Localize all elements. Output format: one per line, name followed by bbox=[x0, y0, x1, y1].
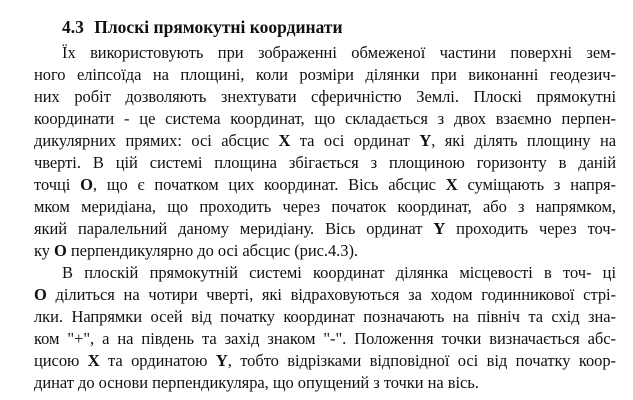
text-run: ділиться на чотири чверті, які відраховуються за ходом годинникової стрі- bbox=[46, 285, 616, 304]
text-run: В плоскій прямокутній системі координат ділянка місцевості в точ- ці bbox=[62, 263, 616, 282]
paragraph-2-line-4 bbox=[34, 328, 616, 350]
paragraph-1-line-10 bbox=[34, 240, 616, 262]
section-title: Плоскі прямокутні координати bbox=[94, 16, 343, 37]
text-run: ку bbox=[34, 241, 55, 260]
paragraph-1-line-5 bbox=[34, 130, 616, 152]
paragraph-1-line-3 bbox=[34, 86, 616, 108]
paragraph-2-line-3 bbox=[34, 306, 616, 328]
text-run: ком "+", а на південь та захід знаком "-". Положення точки визначається абс- bbox=[34, 329, 616, 348]
paragraph-1-line-1 bbox=[62, 42, 616, 64]
text-run: який паралельний даному меридіану. Вісь ординат bbox=[34, 219, 434, 238]
section-heading bbox=[62, 16, 343, 38]
math-symbol: O bbox=[34, 285, 47, 304]
text-run: координати - це система координат, що складається з двох взаємно перпен- bbox=[34, 109, 616, 128]
text-run: точці bbox=[34, 175, 81, 194]
text-run: динат до основи перпендикуляра, що опущений з точки на вісь. bbox=[34, 373, 479, 392]
math-symbol: Y bbox=[215, 351, 228, 370]
text-run: них робіт дозволяють знехтувати сферичністю Землі. Плоскі прямокутні bbox=[34, 87, 616, 106]
paragraph-2-line-5 bbox=[34, 350, 616, 372]
section-number: 4.3 bbox=[62, 16, 84, 37]
text-run: ного еліпсоїда на площині, коли розміри ділянки при виконанні геодезич- bbox=[34, 65, 616, 84]
paragraph-1-line-9 bbox=[34, 218, 616, 240]
text-run: мком меридіана, що проходить через початок координат, або з напрямком, bbox=[34, 197, 616, 216]
paragraph-1-line-6 bbox=[34, 152, 616, 174]
paragraph-1-line-2 bbox=[34, 64, 616, 86]
text-run: та осі ординат bbox=[290, 131, 420, 150]
text-run: цисою bbox=[34, 351, 88, 370]
math-symbol: O bbox=[80, 175, 93, 194]
paragraph-1-line-4 bbox=[34, 108, 616, 130]
paragraph-2-line-2 bbox=[34, 284, 616, 306]
text-run: Їх використовують при зображенні обмеженої частини поверхні зем- bbox=[62, 43, 616, 62]
text-run: суміщають з напря- bbox=[457, 175, 616, 194]
text-run: та ординатою bbox=[99, 351, 216, 370]
text-run: чверті. В цій системі площина збігається з площиною горизонту в даній bbox=[34, 153, 616, 172]
text-run: проходить через точ- bbox=[445, 219, 616, 238]
paragraph-1-line-8 bbox=[34, 196, 616, 218]
math-symbol: Y bbox=[433, 219, 446, 238]
paragraph-1-line-7 bbox=[34, 174, 616, 196]
text-run: , які ділять площину на bbox=[431, 131, 617, 150]
math-symbol: X bbox=[445, 175, 458, 194]
math-symbol: O bbox=[54, 241, 67, 260]
math-symbol: X bbox=[278, 131, 291, 150]
text-run: перпендикулярно до осі абсцис (рис.4.3). bbox=[66, 241, 358, 260]
text-run: дикулярних прямих: осі абсцис bbox=[34, 131, 279, 150]
math-symbol: X bbox=[87, 351, 100, 370]
text-run: , що є початком цих координат. Вісь абсцис bbox=[92, 175, 446, 194]
text-run: лки. Напрямки осей від початку координат позначають на північ та схід зна- bbox=[34, 307, 616, 326]
paragraph-2-line-1 bbox=[62, 262, 616, 284]
text-run: , тобто відрізками відповідної осі від початку коор- bbox=[227, 351, 616, 370]
math-symbol: Y bbox=[419, 131, 432, 150]
paragraph-2-line-6 bbox=[34, 372, 616, 394]
